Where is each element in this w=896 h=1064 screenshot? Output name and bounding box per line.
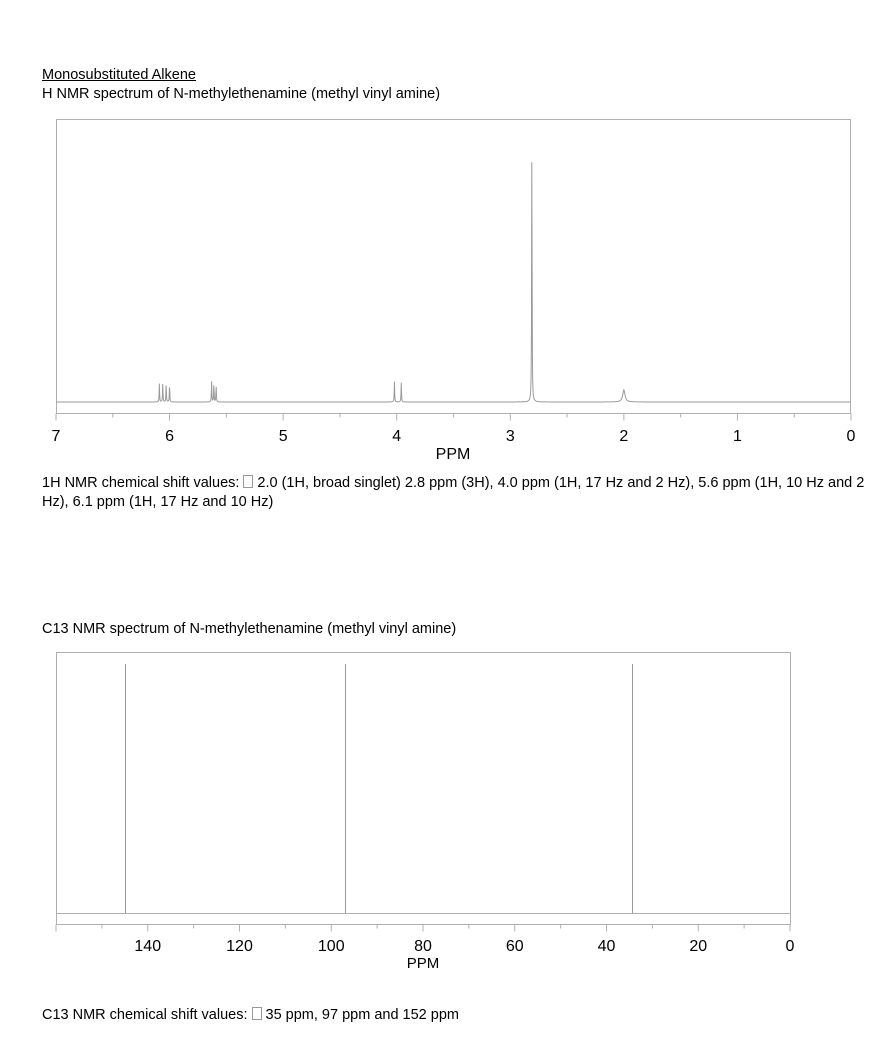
c-caption-prefix: C13 NMR chemical shift values: [42,1007,248,1023]
h-tick-label: 5 [278,428,288,445]
h-tick-label: 4 [392,428,402,445]
h-x-axis-label: PPM [435,446,471,463]
c-tick-label: 60 [505,938,524,955]
c-peak-group [126,664,633,913]
c13-nmr-title: C13 NMR spectrum of N-methylethenamine (methyl vinyl amine) [42,621,457,637]
h-nmr-chart [0,0,896,470]
missing-glyph-icon [252,1007,262,1020]
c-tick-label: 20 [689,938,708,955]
c-tick-label: 120 [226,938,253,955]
h-tick-label: 0 [846,428,856,445]
c-x-axis-label: PPM [406,955,440,972]
h-spectrum-trace [56,162,851,402]
h-caption-text: 2.0 (1H, broad singlet) 2.8 ppm (3H), 4.0 ppm (1H, 17 Hz and 2 Hz), 5.6 ppm (1H, 10 Hz and 2 Hz), 6.1 ppm (1H, 17 Hz and 10 Hz) [42,475,865,510]
h-tick-label: 1 [732,428,742,445]
c-tick-label: 100 [317,938,345,955]
c-caption-text: 35 ppm, 97 ppm and 152 ppm [265,1007,459,1023]
c-tick-label: 140 [134,938,162,955]
c-plot-frame [57,653,791,925]
h-tick-label: 7 [51,428,61,445]
c-tick-group [56,925,795,956]
c13-nmr-chart [0,640,896,972]
missing-glyph-icon [243,475,253,488]
h-plot-frame [57,120,851,414]
c13-nmr-caption [42,1006,459,1025]
c-tick-label: 40 [597,938,616,955]
h-caption-prefix: 1H NMR chemical shift values: [42,475,240,491]
section-title: Monosubstituted Alkene [42,67,196,83]
c-tick-label: 0 [785,938,795,955]
h-tick-label: 3 [505,428,515,445]
h-nmr-caption [42,474,872,512]
h-tick-label: 6 [165,428,175,445]
h-tick-label: 2 [619,428,629,445]
c-tick-label: 80 [414,938,432,955]
h-nmr-title: H NMR spectrum of N-methylethenamine (methyl vinyl amine) [42,86,441,102]
h-tick-group [52,133,856,445]
